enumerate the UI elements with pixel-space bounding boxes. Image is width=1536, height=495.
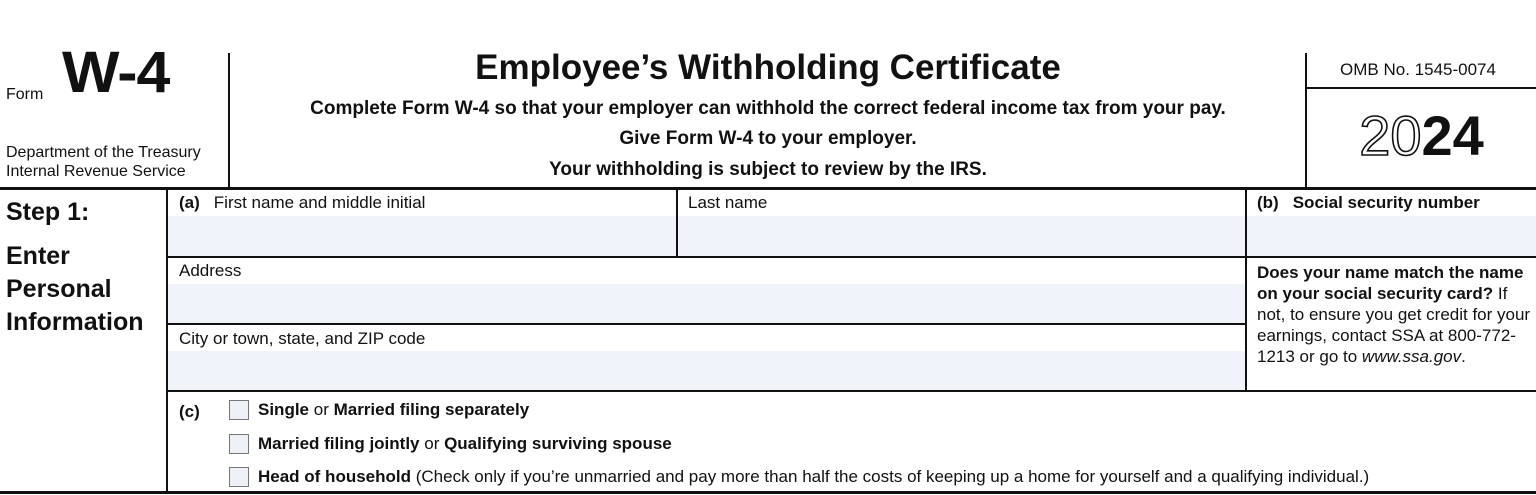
department [6,143,201,181]
year-bold: 24 [1421,104,1484,167]
subtitle-2: Give Form W-4 to your employer. [619,128,917,149]
last-name-input[interactable] [678,216,1245,256]
omb-divider [1306,87,1536,89]
city-input[interactable] [168,351,1245,390]
option-label: Qualifying surviving spouse [444,434,672,453]
option-label: Married filing separately [333,400,530,419]
step1-bottom-rule [0,491,1536,494]
field-letter-a: (a) [179,193,200,212]
row1-bottom-rule [167,256,1536,258]
row2-bottom-rule [167,323,1245,325]
first-name-label [179,193,425,213]
last-name-field[interactable] [678,216,1245,256]
ssn-input[interactable] [1247,216,1536,256]
step1-title: Step 1: [6,198,90,226]
department-line1: Department of the Treasury [6,144,201,161]
option-connector: or [309,400,334,419]
option-note: (Check only if you’re unmarried and pay more than half the costs of keeping up a home for yourself and a qualifying individual.) [411,467,1370,486]
option-connector: or [419,434,445,453]
ssn-label-text: Social security number [1292,193,1480,212]
filing-status-option-single[interactable] [229,398,529,422]
tax-year [1307,106,1536,166]
city-label: City or town, state, and ZIP code [179,329,426,348]
checkbox-head-of-household[interactable] [229,467,249,487]
filing-status-option-married-jointly[interactable] [229,432,672,456]
field-letter-c: (c) [179,402,200,421]
last-name-label: Last name [688,193,768,212]
option-label: Single [258,400,310,419]
first-name-input[interactable] [168,216,676,256]
ssn-label [1257,193,1480,213]
address-field[interactable] [168,284,1245,323]
step1-desc-line: Enter [6,242,70,270]
field-letter-b: (b) [1257,193,1279,212]
option-label: Married filing jointly [258,434,420,453]
option-label: Head of household [258,467,411,486]
address-label: Address [179,261,242,280]
step1-desc-line: Information [6,308,144,336]
department-line2: Internal Revenue Service [6,163,186,180]
first-name-label-text: First name and middle initial [213,193,426,212]
ssa-note-text: If not, to ensure you get credit for your earnings, contact SSA at 800-772-1213 or go to [1257,284,1531,366]
filing-status-option-head-of-household[interactable] [229,465,1369,489]
address-input[interactable] [168,284,1245,323]
omb-number: OMB No. 1545-0074 [1340,60,1496,79]
ssa-name-match-note [1257,262,1535,367]
step1-desc-line: Personal [6,275,112,303]
ssa-note-end: . [1461,347,1466,366]
subtitle-1: Complete Form W-4 so that your employer can withhold the correct federal income tax from your pay. [310,98,1226,119]
step1-description [6,240,144,339]
checkbox-single[interactable] [229,400,249,420]
form-word: Form [6,86,44,103]
first-name-field[interactable] [168,216,676,256]
year-outline: 20 [1359,104,1422,167]
checkbox-married-jointly[interactable] [229,434,249,454]
city-field[interactable] [168,351,1245,390]
ssa-note-bold: Does your name match the name on your social security card? [1257,263,1524,303]
row3-bottom-rule [167,390,1536,392]
header-divider-right [1305,53,1307,188]
page-title: Employee’s Withholding Certificate [475,48,1061,87]
ssn-field[interactable] [1247,216,1536,256]
subtitle-3: Your withholding is subject to review by the IRS. [549,159,987,180]
ssa-website-link[interactable]: www.ssa.gov [1361,347,1462,366]
form-number: W-4 [62,40,170,105]
header-bottom-rule [0,187,1536,190]
header-divider-left [228,53,230,188]
